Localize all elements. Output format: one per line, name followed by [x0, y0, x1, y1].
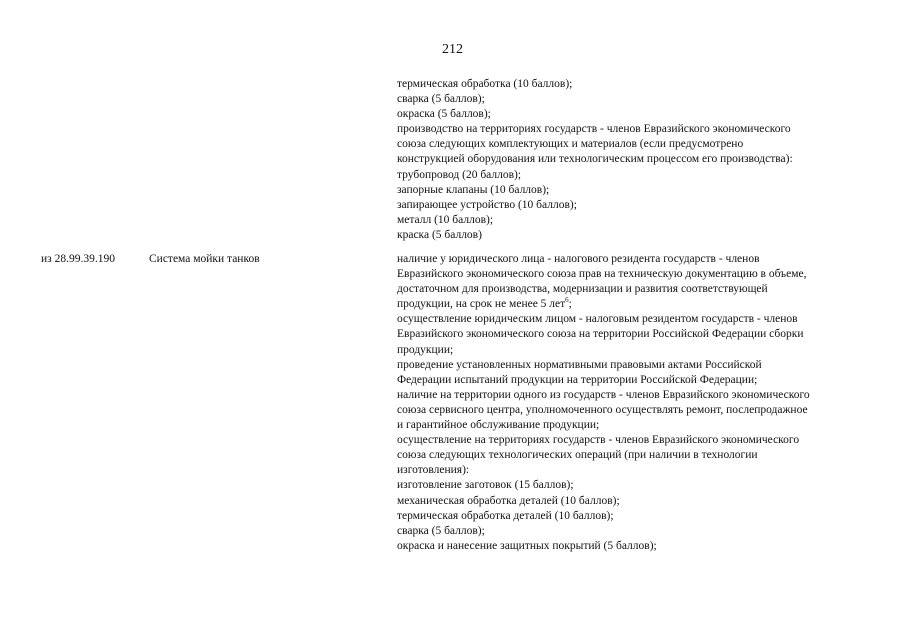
requirement-line: и гарантийное обслуживание продукции; — [397, 419, 600, 432]
requirement-line: трубопровод (20 баллов); — [397, 168, 522, 181]
requirement-line-with-footnote — [397, 297, 887, 312]
requirement-line: Евразийского экономического союза прав на техническую документацию в объеме, — [397, 268, 807, 281]
requirement-line: союза следующих комплектующих и материалов (если предусмотрено — [397, 138, 744, 151]
requirement-line: достаточном для производства, модернизации и развития соответствующей — [397, 283, 768, 296]
page-number: 212 — [442, 42, 463, 57]
requirement-line: запорные клапаны (10 баллов); — [397, 183, 550, 196]
requirement-line: изготовление заготовок (15 баллов); — [397, 479, 574, 492]
requirement-line: продукции; — [397, 343, 454, 356]
requirement-line: Федерации испытаний продукции на территории Российской Федерации; — [397, 373, 758, 386]
requirement-line: окраска (5 баллов); — [397, 108, 491, 121]
requirement-line: изготовления): — [397, 464, 470, 477]
requirements-list — [397, 252, 887, 554]
requirement-line: термическая обработка (10 баллов); — [397, 78, 573, 90]
requirement-line: союза сервисного центра, уполномоченного осуществлять ремонт, послепродажное — [397, 403, 808, 416]
requirement-line: запирающее устройство (10 баллов); — [397, 198, 577, 211]
footnote-marker: 6 — [565, 296, 569, 305]
requirement-line: наличие на территории одного из государств - членов Евразийского экономического — [397, 388, 810, 401]
requirement-line: сварка (5 баллов); — [397, 93, 485, 106]
requirement-line: термическая обработка деталей (10 баллов); — [397, 509, 614, 522]
requirement-line: производство на территориях государств - членов Евразийского экономического — [397, 123, 791, 136]
requirement-line: наличие у юридического лица - налогового резидента государств - членов — [397, 253, 760, 265]
requirement-line: проведение установленных нормативными правовыми актами Российской — [397, 358, 762, 371]
requirement-line: механическая обработка деталей (10 баллов); — [397, 494, 620, 507]
requirement-line: союза следующих технологических операций (при наличии в технологии — [397, 449, 758, 462]
product-name: Система мойки танков — [149, 253, 260, 265]
okpd-code: из 28.99.39.190 — [41, 253, 115, 265]
requirements-list — [397, 77, 887, 243]
requirement-line: краска (5 баллов) — [397, 228, 482, 241]
requirement-line: продукции, на срок не менее 5 лет — [397, 298, 566, 311]
footnote-tail: ; — [568, 298, 572, 311]
requirement-line: осуществление юридическим лицом - налоговым резидентом государств - членов — [397, 313, 798, 326]
requirement-line: металл (10 баллов); — [397, 213, 494, 226]
requirement-line: конструкцией оборудования или технологическим процессом его производства): — [397, 153, 793, 166]
requirement-line: осуществление на территориях государств - членов Евразийского экономического — [397, 434, 800, 447]
requirement-line: сварка (5 баллов); — [397, 524, 485, 537]
requirement-line: окраска и нанесение защитных покрытий (5 баллов); — [397, 539, 657, 552]
requirement-line: Евразийского экономического союза на территории Российской Федерации сборки — [397, 328, 804, 341]
